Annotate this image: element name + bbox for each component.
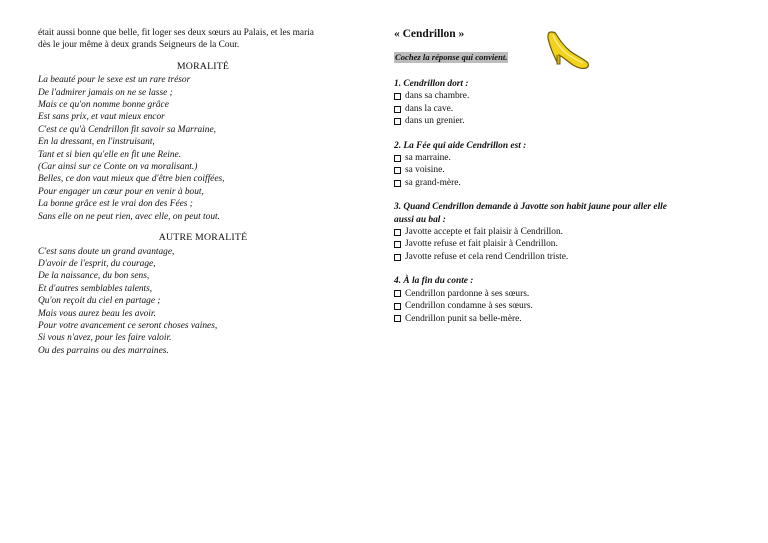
poem-line: Sans elle on ne peut rien, avec elle, on peut tout. [38,211,220,222]
option-label: Javotte accepte et fait plaisir à Cendrillon. [405,227,564,238]
glass-slipper-icon [545,26,591,72]
answer-option[interactable] [394,226,734,238]
answer-option[interactable] [394,238,734,250]
answer-option[interactable] [394,251,734,263]
question-2 [394,140,734,190]
answer-option[interactable] [394,90,734,102]
intro-line: était aussi bonne que belle, fit loger ses deux sœurs au Palais, et les maria [38,28,314,38]
question-text: 4. À la fin du conte : [394,276,474,287]
poem-line: De la naissance, du bon sens, [38,271,150,282]
question-text: aussi au bal : [394,214,446,225]
question-text: 2. La Fée qui aide Cendrillon est : [394,140,527,151]
quiz-title: « Cendrillon » [394,28,465,40]
answer-option[interactable] [394,115,734,127]
checkbox-icon[interactable] [394,118,401,125]
poem-line: Est sans prix, et vaut mieux encor [38,112,165,123]
poem-line: Pour engager un cœur pour en venir à bout, [38,186,204,197]
other-morality-poem [38,246,368,358]
question-text: 1. Cendrillon dort : [394,79,469,89]
poem-line: Si vous n'avez, pour les faire valoir. [38,333,172,344]
poem-line: La beauté pour le sexe est un rare trésor [38,75,191,86]
morality-poem [38,74,368,223]
checkbox-icon[interactable] [394,229,401,236]
checkbox-icon[interactable] [394,254,401,261]
question-3 [394,201,734,263]
question-4 [394,275,734,325]
poem-line: Mais vous aurez beau les avoir. [38,308,156,319]
answer-option[interactable] [394,288,734,300]
checkbox-icon[interactable] [394,241,401,248]
checkbox-icon[interactable] [394,180,401,187]
poem-line: Qu'on reçoit du ciel en partage ; [38,296,161,307]
question-text: 3. Quand Cendrillon demande à Javotte son habit jaune pour aller elle [394,202,667,213]
option-label: sa marraine. [405,153,451,164]
left-column [38,27,368,366]
quiz-instruction: Cochez la réponse qui convient. [395,52,508,62]
morality-heading: MORALITÉ [176,60,230,72]
poem-line: Belles, ce don vaut mieux que d'être bien coiffées, [38,174,225,185]
poem-line: Ou des parrains ou des marraines. [38,345,169,356]
poem-line: En la dressant, en l'instruisant, [38,137,155,148]
option-label: Javotte refuse et fait plaisir à Cendrillon. [405,239,558,250]
poem-line: Et d'autres semblables talents, [38,283,153,294]
story-ending [38,27,368,52]
option-label: dans un grenier. [405,116,465,127]
checkbox-icon[interactable] [394,315,401,322]
poem-line: De l'admirer jamais on ne se lasse ; [38,87,173,98]
option-label: Cendrillon condamne à ses sœurs. [405,301,533,312]
answer-option[interactable] [394,300,734,312]
checkbox-icon[interactable] [394,167,401,174]
answer-option[interactable] [394,152,734,164]
poem-line: La bonne grâce est le vrai don des Fées ; [38,199,193,210]
quiz-column [394,27,734,337]
poem-line: (Car ainsi sur ce Conte on va moralisant.) [38,162,198,173]
option-label: Cendrillon pardonne à ses sœurs. [405,288,530,299]
checkbox-icon[interactable] [394,93,401,100]
option-label: dans sa chambre. [405,91,470,102]
answer-option[interactable] [394,177,734,189]
checkbox-icon[interactable] [394,303,401,310]
other-morality-heading: AUTRE MORALITÉ [158,232,248,244]
answer-option[interactable] [394,103,734,115]
checkbox-icon[interactable] [394,155,401,162]
option-label: Javotte refuse et cela rend Cendrillon triste. [405,251,569,262]
poem-line: Pour votre avancement ce seront choses vaines, [38,320,218,331]
option-label: sa grand-mère. [405,177,461,188]
option-label: Cendrillon punit sa belle-mère. [405,313,522,324]
option-label: sa voisine. [405,165,445,176]
answer-option[interactable] [394,313,734,325]
poem-line: C'est sans doute un grand avantage, [38,246,175,257]
answer-option[interactable] [394,164,734,176]
question-1 [394,78,734,128]
poem-line: C'est ce qu'à Cendrillon fit savoir sa Marraine, [38,124,216,135]
poem-line: D'avoir de l'esprit, du courage, [38,258,156,269]
option-label: dans la cave. [405,103,454,114]
checkbox-icon[interactable] [394,106,401,113]
poem-line: Mais ce qu'on nomme bonne grâce [38,100,169,111]
checkbox-icon[interactable] [394,290,401,297]
poem-line: Tant et si bien qu'elle en fit une Reine. [38,149,182,160]
intro-line: dès le jour même à deux grands Seigneurs de la Cour. [38,40,240,51]
